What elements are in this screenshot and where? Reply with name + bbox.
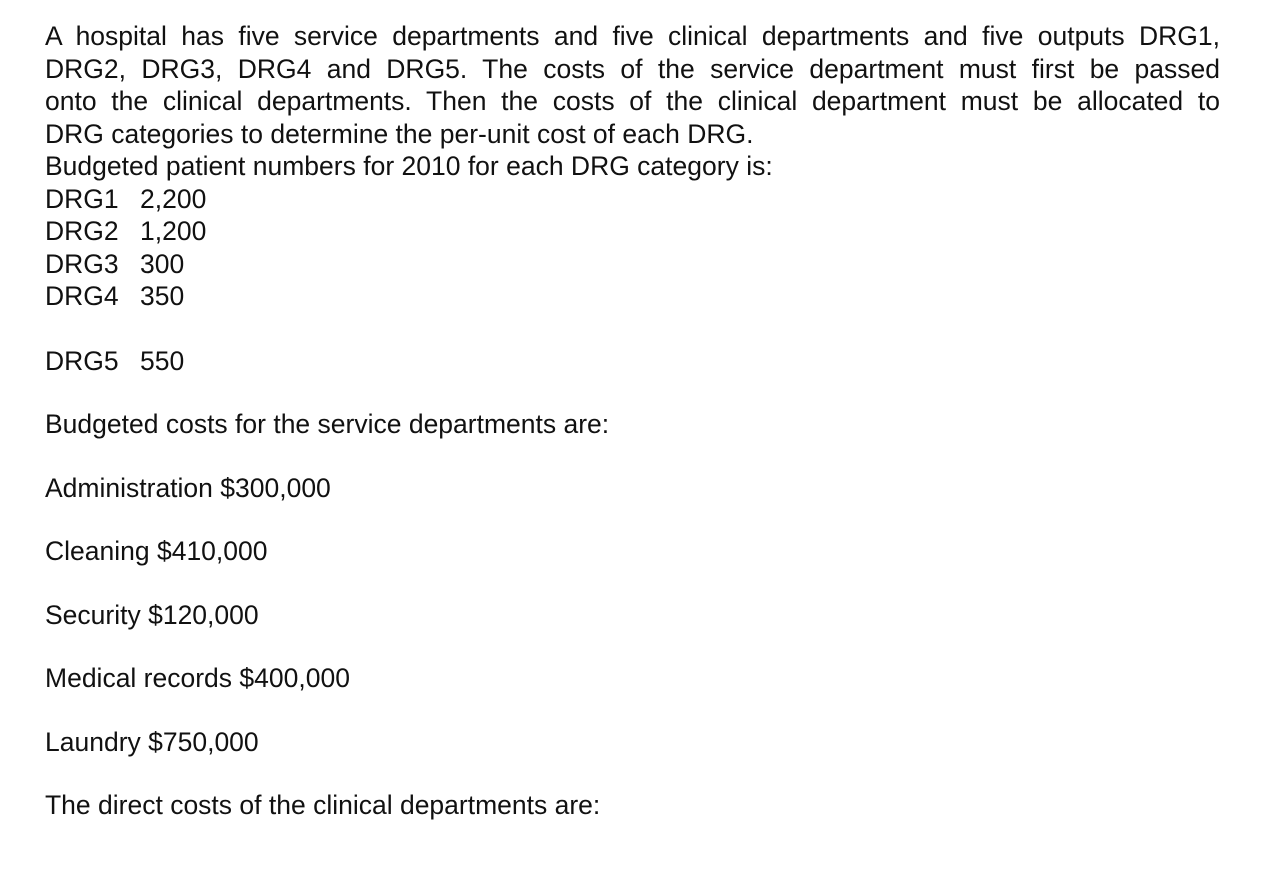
drg-code: DRG2 bbox=[45, 216, 119, 246]
drg-row bbox=[45, 280, 1220, 313]
intro-line-2: DRG2, DRG3, DRG4 and DRG5. The costs of the service department must first be passed bbox=[45, 53, 1220, 84]
drg-code: DRG1 bbox=[45, 183, 119, 214]
intro-line-4: DRG categories to determine the per-unit cost of each DRG. bbox=[45, 118, 754, 149]
drg-value: 1,200 bbox=[140, 216, 207, 246]
drg-value: 550 bbox=[140, 345, 185, 376]
service-cost-item: Medical records $400,000 bbox=[45, 663, 350, 693]
drg-row bbox=[45, 183, 1220, 216]
drg-row bbox=[45, 345, 1220, 378]
drg-code: DRG4 bbox=[45, 281, 119, 311]
intro-paragraph bbox=[45, 20, 1220, 183]
clinical-costs-heading: The direct costs of the clinical departments are: bbox=[45, 790, 601, 820]
spacer bbox=[45, 758, 1220, 789]
drg-code: DRG3 bbox=[45, 248, 119, 279]
intro-line-1: A hospital has five service departments and five clinical departments and five outputs DRG1, bbox=[45, 21, 1220, 51]
service-cost-item: Administration $300,000 bbox=[45, 472, 331, 503]
spacer bbox=[45, 695, 1220, 726]
drg-value: 2,200 bbox=[140, 183, 207, 214]
spacer bbox=[45, 568, 1220, 599]
service-cost-item: Cleaning $410,000 bbox=[45, 536, 268, 566]
service-cost-item: Security $120,000 bbox=[45, 599, 259, 630]
drg-row bbox=[45, 248, 1220, 281]
drg-patient-list bbox=[45, 183, 1220, 378]
spacer bbox=[45, 377, 1220, 408]
drg-row bbox=[45, 215, 1220, 248]
document-body bbox=[45, 20, 1220, 822]
drg-value: 300 bbox=[140, 248, 185, 279]
spacer bbox=[45, 631, 1220, 662]
intro-line-3: onto the clinical departments. Then the costs of the clinical department must be allocated to bbox=[45, 86, 1220, 116]
drg-code: DRG5 bbox=[45, 345, 119, 376]
spacer bbox=[45, 441, 1220, 472]
service-costs-heading: Budgeted costs for the service departments are: bbox=[45, 409, 610, 439]
drg-value: 350 bbox=[140, 281, 185, 311]
spacer bbox=[45, 313, 1220, 345]
spacer bbox=[45, 504, 1220, 535]
patient-numbers-heading: Budgeted patient numbers for 2010 for each DRG category is: bbox=[45, 151, 773, 181]
service-cost-item: Laundry $750,000 bbox=[45, 726, 259, 757]
